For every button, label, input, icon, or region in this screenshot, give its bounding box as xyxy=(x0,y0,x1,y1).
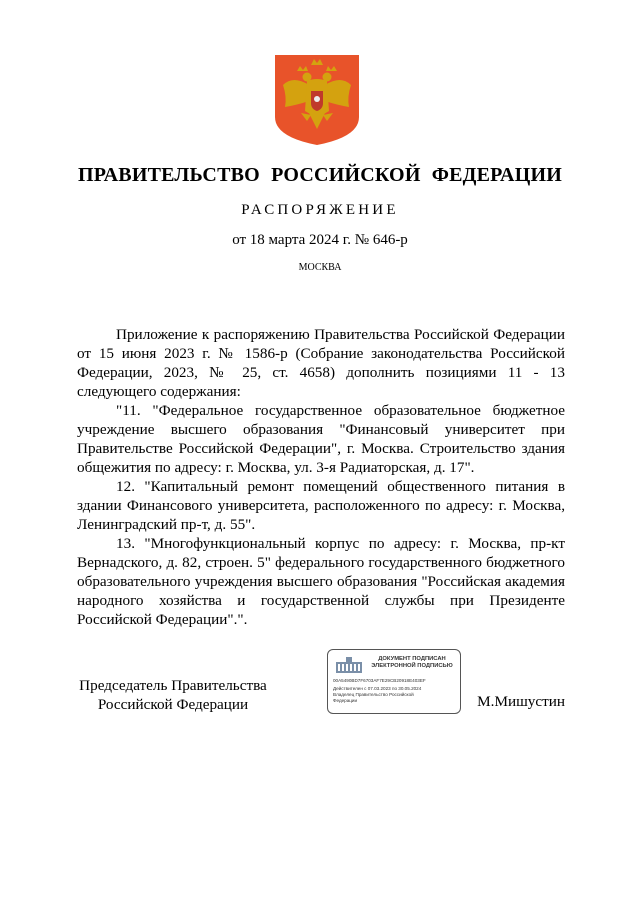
document-body xyxy=(77,325,565,629)
government-building-icon xyxy=(334,656,364,674)
signer-title-line1: Председатель Правительства xyxy=(79,677,267,694)
electronic-signature-stamp xyxy=(327,649,461,714)
stamp-heading-line2: ЭЛЕКТРОННОЙ ПОДПИСЬЮ xyxy=(371,663,453,669)
stamp-heading xyxy=(366,656,458,670)
city: МОСКВА xyxy=(298,262,342,273)
stamp-owner-line2: Федерации xyxy=(333,698,358,703)
coat-of-arms-icon xyxy=(275,55,359,145)
stamp-heading-line1: ДОКУМЕНТ ПОДПИСАН xyxy=(378,656,446,662)
stamp-validity: Действителен с 07.03.2023 по 30.05.2024 xyxy=(333,686,422,691)
paragraph-intro: Приложение к распоряжению Правительства Российской Федерации от 15 июня 2023 г. № 1586-р (Собрание законодательства Российской Федерации, 2023, № 25, ст. 4658) дополнить позициями 11 - 13 следующего содержания: xyxy=(77,326,565,400)
emblem xyxy=(275,55,359,145)
signer-title xyxy=(78,676,268,714)
paragraph-item-12: 12. "Капитальный ремонт помещений общественного питания в здании Финансового университета, расположенного по адресу: г. Москва, Ленинградский пр-т, д. 55". xyxy=(77,478,565,533)
date-and-number: от 18 марта 2024 г. № 646-р xyxy=(232,232,408,248)
government-title: ПРАВИТЕЛЬСТВО РОССИЙСКОЙ ФЕДЕРАЦИИ xyxy=(78,164,562,186)
stamp-certificate: 00A5490BD7F6703AF7E29CB20918E403EF xyxy=(333,678,426,683)
paragraph-item-13: 13. "Многофункциональный корпус по адресу: г. Москва, пр-кт Вернадского, д. 82, строен. 5" федерального государственного бюджетного образовательного учреждения высшего образования "Российская академия народного хозяйства и государственной службы при Президенте Российской Федерации".". xyxy=(77,535,565,628)
signer-title-line2: Российской Федерации xyxy=(97,696,249,713)
stamp-owner-line1: Владелец Правительство Российской xyxy=(333,692,414,697)
paragraph-item-11: "11. "Федеральное государственное образовательное бюджетное учреждение высшего образования "Финансовый университет при Правительстве Российской Федерации", г. Москва. Строительство здания общежития по адресу: г. Москва, ул. 3-я Радиаторская, д. 17". xyxy=(77,402,565,476)
signer-name: М.Мишустин xyxy=(477,693,565,710)
document-type: РАСПОРЯЖЕНИЕ xyxy=(241,202,399,218)
